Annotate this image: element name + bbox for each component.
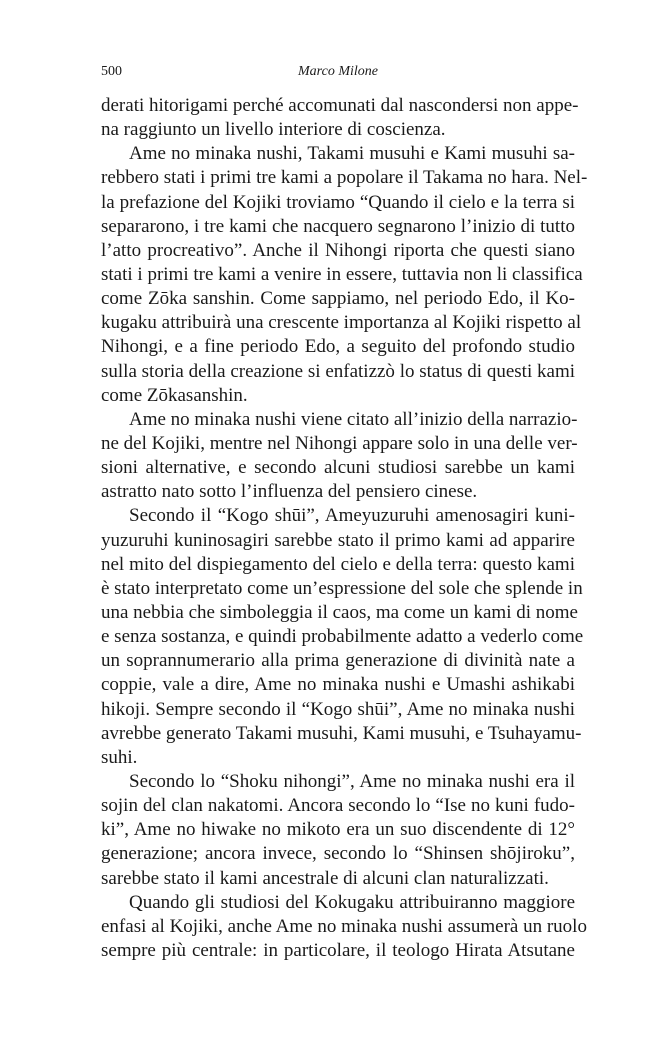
text-line: Secondo lo “Shoku nihongi”, Ame no minaka nushi era il (129, 770, 575, 792)
text-line: generazione; ancora invece, secondo lo “Shinsen shōjiroku”, (101, 843, 575, 865)
text-line: enfasi al Kojiki, anche Ame no minaka nushi assumerà un ruolo (101, 915, 587, 937)
text-line: un soprannumerario alla prima generazione di divinità nate a (101, 650, 575, 672)
text-line: l’atto procreativo”. Anche il Nihongi riporta che questi siano (101, 239, 575, 261)
text-line: e senza sostanza, e quindi probabilmente adatto a vederlo come (101, 626, 584, 648)
text-line: yuzuruhi kuninosagiri sarebbe stato il primo kami ad apparire (101, 529, 575, 551)
text-line: kugaku attribuirà una crescente importanza al Kojiki rispetto al (101, 312, 582, 334)
text-line: Secondo il “Kogo shūi”, Ameyuzuruhi amenosagiri kuni- (129, 505, 575, 527)
text-line: astratto nato sotto l’influenza del pensiero cinese. (101, 481, 478, 503)
text-line: avrebbe generato Takami musuhi, Kami musuhi, e Tsuhayamu- (101, 722, 582, 744)
text-line: come Zōka sanshin. Come sappiamo, nel periodo Edo, il Ko- (101, 288, 575, 310)
text-line: è stato interpretato come un’espressione del sole che splende in (101, 577, 583, 599)
paragraph (101, 94, 579, 142)
text-line: Ame no minaka nushi viene citato all’inizio della narrazio- (129, 408, 578, 430)
body-text (101, 94, 588, 963)
text-line: coppie, vale a dire, Ame no minaka nushi e Umashi ashikabi (101, 674, 575, 696)
text-line: nel mito del dispiegamento del cielo e della terra: questo kami (101, 553, 575, 575)
text-line: la prefazione del Kojiki troviamo “Quando il cielo e la terra si (101, 191, 575, 213)
text-line: suhi. (101, 746, 138, 768)
text-line: ne del Kojiki, mentre nel Nihongi appare solo in una delle ver- (101, 432, 578, 454)
paragraph (101, 891, 587, 963)
text-line: rebbero stati i primi tre kami a popolare il Takama no hara. Nel- (101, 167, 588, 189)
text-line: stati i primi tre kami a venire in essere, tuttavia non li classifica (101, 263, 583, 285)
paragraph (101, 504, 584, 770)
paragraph (101, 142, 588, 408)
text-line: hikoji. Sempre secondo il “Kogo shūi”, Ame no minaka nushi (101, 698, 575, 720)
text-line: separarono, i tre kami che nacquero segnarono l’inizio di tutto (101, 215, 575, 237)
text-line: Nihongi, e a fine periodo Edo, a seguito del profondo studio (101, 336, 575, 358)
text-line: sulla storia della creazione si enfatizzò lo status di questi kami (101, 360, 575, 382)
text-line: Ame no minaka nushi, Takami musuhi e Kami musuhi sa- (129, 143, 575, 165)
text-line: sarebbe stato il kami ancestrale di alcuni clan naturalizzati. (101, 867, 549, 889)
text-line: sioni alternative, e secondo alcuni studiosi sarebbe un kami (101, 457, 575, 479)
text-line: una nebbia che simboleggia il caos, ma come un kami di nome (101, 601, 578, 623)
text-line: derati hitorigami perché accomunati dal nascondersi non appe- (101, 95, 579, 116)
text-line: come Zōkasanshin. (101, 384, 248, 406)
paragraph (101, 408, 578, 505)
running-head-author: Marco Milone (298, 64, 378, 79)
page-header (101, 62, 575, 82)
text-line: sempre più centrale: in particolare, il teologo Hirata Atsutane (101, 939, 575, 961)
text-line: Quando gli studiosi del Kokugaku attribuiranno maggiore (129, 891, 575, 913)
paragraph (101, 770, 575, 891)
page-number: 500 (101, 64, 122, 79)
text-line: na raggiunto un livello interiore di coscienza. (101, 119, 446, 141)
text-line: ki”, Ame no hiwake no mikoto era un suo discendente di 12° (101, 819, 575, 841)
text-line: sojin del clan nakatomi. Ancora secondo lo “Ise no kuni fudo- (101, 795, 575, 817)
